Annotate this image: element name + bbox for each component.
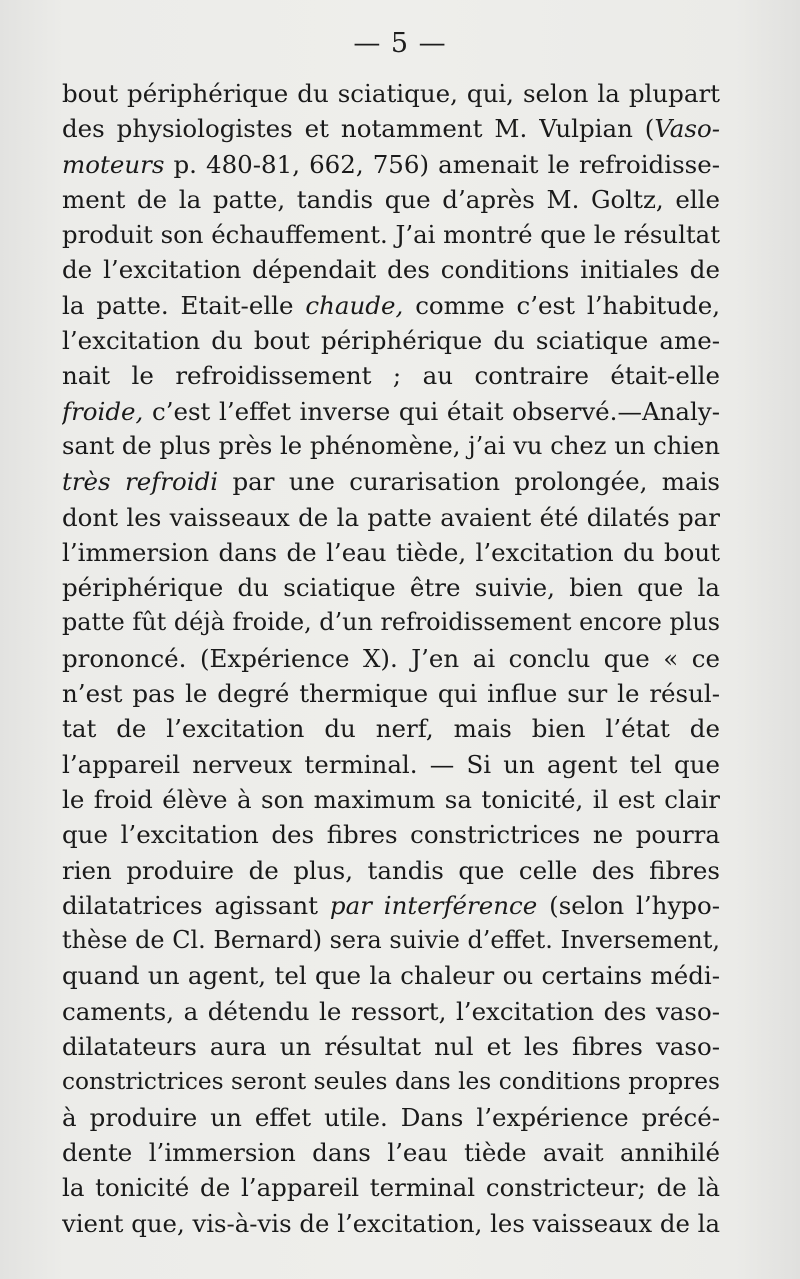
italic-text: Vaso- (654, 114, 720, 144)
text-segment: ment de la patte, tandis que d’après M. Goltz, elle (62, 184, 720, 214)
text-line (62, 1135, 720, 1170)
text-line (62, 605, 720, 640)
text-line (62, 535, 720, 570)
text-segment: vient que, vis-à-vis de l’excitation, les vaisseaux de la (62, 1208, 720, 1238)
text-segment: p. 480-81, 662, 756) amenait le refroidisse- (164, 149, 720, 179)
text-segment: prononcé. (Expérience X). J’en ai conclu que « ce (62, 643, 720, 673)
text-segment: de l’excitation dépendait des conditions initiales de (62, 255, 720, 285)
text-line (62, 853, 720, 888)
text-segment: dont les vaisseaux de la patte avaient été dilatés par (62, 502, 720, 532)
text-segment: tat de l’excitation du nerf, mais bien l’état de (62, 714, 720, 744)
text-segment: (selon l’hypo- (537, 890, 720, 920)
italic-text: par interférence (329, 890, 538, 920)
text-segment: nait le refroidissement ; au contraire était-elle (62, 361, 720, 391)
text-line (62, 1100, 720, 1135)
italic-text: chaude, (305, 290, 404, 320)
text-line (62, 641, 720, 676)
text-segment: c’est l’effet inverse qui était observé.—Analy- (143, 396, 720, 426)
text-line (62, 747, 720, 782)
text-segment: la tonicité de l’appareil terminal constricteur; de là (62, 1173, 720, 1203)
text-segment: constrictrices seront seules dans les conditions propres (62, 1068, 720, 1096)
text-segment: thèse de Cl. Bernard) sera suivie d’effet. Inversement, (62, 926, 720, 955)
text-segment: dilatateurs aura un résultat nul et les fibres vaso- (62, 1032, 720, 1062)
text-line (62, 182, 720, 217)
text-segment: l’immersion dans de l’eau tiède, l’excitation du bout (62, 537, 720, 567)
text-segment: dente l’immersion dans l’eau tiède avait annihilé (62, 1137, 720, 1167)
text-line (62, 923, 720, 958)
text-segment: l’appareil nerveux terminal. — Si un agent tel que (62, 749, 720, 779)
body-text (62, 76, 720, 1241)
text-line (62, 1170, 720, 1205)
text-segment: sant de plus près le phénomène, j’ai vu chez un chien (62, 431, 720, 460)
text-line (62, 500, 720, 535)
text-line (62, 288, 720, 323)
text-segment: des physiologistes et notamment M. Vulpian ( (62, 114, 655, 144)
text-segment: comme c’est l’habitude, (403, 290, 720, 320)
italic-text: froide, (62, 396, 144, 426)
text-line (62, 217, 720, 252)
text-line (62, 358, 720, 393)
text-segment: que l’excitation des fibres constrictrices ne pourra (62, 820, 720, 850)
text-segment: la patte. Etait-elle (62, 290, 306, 320)
text-segment: caments, a détendu le ressort, l’excitation des vaso- (62, 996, 720, 1026)
text-line (62, 429, 720, 464)
text-segment: périphérique du sciatique être suivie, bien que la (62, 573, 720, 603)
text-segment: bout périphérique du sciatique, qui, selon la plupart (62, 79, 720, 108)
text-line (62, 1064, 720, 1099)
text-line (62, 994, 720, 1029)
text-line (62, 1029, 720, 1064)
text-segment: rien produire de plus, tandis que celle des fibres (62, 855, 720, 885)
text-line (62, 394, 720, 429)
text-line (62, 570, 720, 605)
text-line (62, 888, 720, 923)
text-line (62, 147, 720, 182)
text-line (62, 464, 720, 499)
text-line (62, 111, 720, 146)
text-segment: patte fût déjà froide, d’un refroidissement encore plus (62, 608, 720, 637)
italic-text: très refroidi (62, 467, 219, 497)
text-line (62, 782, 720, 817)
text-segment: dilatatrices agissant (62, 890, 330, 920)
text-line (62, 817, 720, 852)
page-number: — 5 — (353, 28, 447, 59)
text-segment: le froid élève à son maximum sa tonicité, il est clair (62, 784, 720, 814)
text-segment: n’est pas le degré thermique qui influe sur le résul- (62, 679, 720, 709)
text-segment: produit son échauffement. J’ai montré que le résultat (62, 220, 720, 250)
text-line (62, 958, 720, 993)
text-line (62, 76, 720, 111)
text-line (62, 676, 720, 711)
text-segment: l’excitation du bout périphérique du sciatique ame- (62, 326, 720, 356)
italic-text: moteurs (62, 149, 165, 179)
text-segment: à produire un effet utile. Dans l’expérience précé- (62, 1102, 720, 1132)
text-line (62, 323, 720, 358)
text-line (62, 1206, 720, 1241)
text-segment: par une curarisation prolongée, mais (218, 467, 720, 497)
text-segment: quand un agent, tel que la chaleur ou certains médi- (62, 961, 720, 991)
text-line (62, 711, 720, 746)
text-line (62, 252, 720, 287)
